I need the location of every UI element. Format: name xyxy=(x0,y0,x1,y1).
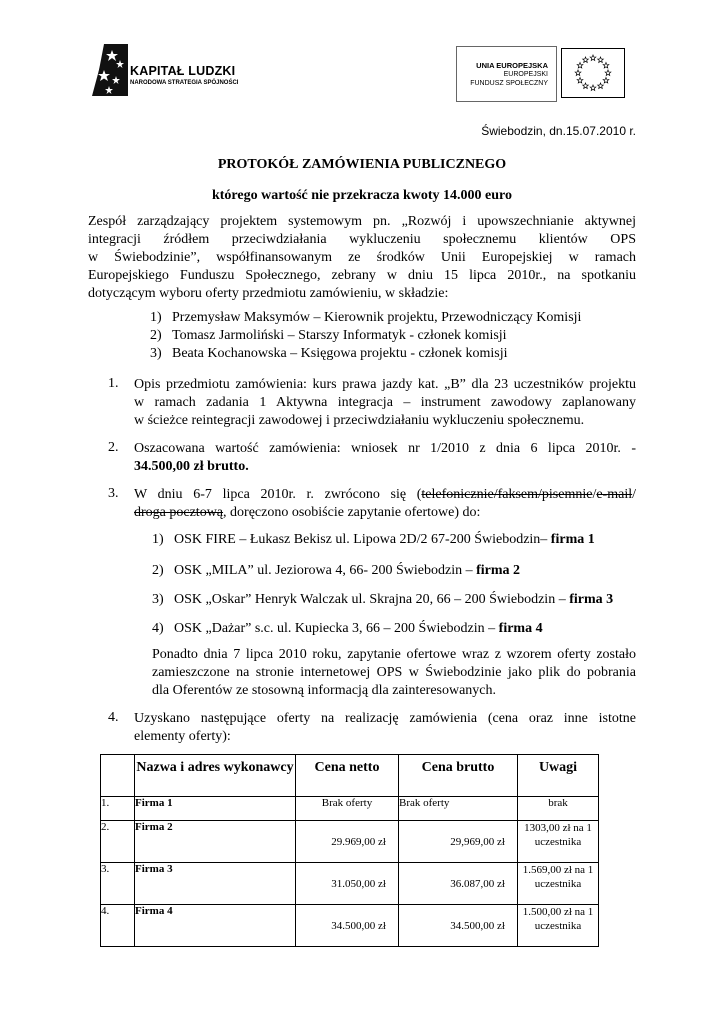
eu-star-icon xyxy=(577,63,583,68)
kapital-ludzki-emblem-icon xyxy=(90,42,130,98)
eu-star-icon xyxy=(603,63,609,68)
eu-star-icon xyxy=(605,70,611,75)
eu-star-icon xyxy=(603,78,609,83)
header-uwagi: Uwagi xyxy=(518,755,599,797)
table-row: 1. Firma 1 Brak oferty Brak oferty brak xyxy=(101,797,599,821)
eu-star-icon xyxy=(583,57,589,62)
document-title: PROTOKÓŁ ZAMÓWIENIA PUBLICZNEGO xyxy=(217,157,507,172)
table-row: 2. Firma 2 29.969,00 zł 29,969,00 zł 1303,00 zł na 1 uczestnika xyxy=(101,821,599,863)
intro-line: integracji źródłem przeciwdziałania wykluczeniu społecznemu klientów OPS xyxy=(88,232,636,247)
intro-line: dotyczącym wyboru oferty przedmiotu zamówieniu, w składzie: xyxy=(88,286,449,301)
section-1-text: Opis przedmiotu zamówienia: kurs prawa jazdy kat. „B” dla 23 uczestników projektu w ramach zadania 1 Aktywna integracja – instrument zawodowy zaplanowany w ścieżce reintegracji zawodowej i przeciwdziałaniu wykluczeniu społecznemu. xyxy=(134,377,636,428)
document-date: Świebodzin, dn.15.07.2010 r. xyxy=(481,124,636,138)
list-item: 3) Beata Kochanowska – Księgowa projektu - członek komisji xyxy=(150,346,508,361)
eu-star-icon xyxy=(598,83,604,88)
section-3-number: 3. xyxy=(108,486,119,501)
table-row: 3. Firma 3 31.050,00 zł 36.087,00 zł 1.569,00 zł na 1 uczestnika xyxy=(101,863,599,905)
header-netto: Cena netto xyxy=(296,755,399,797)
list-item: 2) OSK „MILA” ul. Jeziorowa 4, 66- 200 Świebodzin – firma 2 xyxy=(152,563,521,578)
eu-star-icon xyxy=(583,83,589,88)
section-4-number: 4. xyxy=(108,710,119,725)
list-item: 1) OSK FIRE – Łukasz Bekisz ul. Lipowa 2D/2 67-200 Świebodzin– firma 1 xyxy=(152,532,595,547)
committee-members-list xyxy=(150,309,581,363)
list-item: 4) OSK „Dażar” s.c. ul. Kupiecka 3, 66 – 200 Świebodzin – firma 4 xyxy=(152,621,543,636)
eu-star-icon xyxy=(575,70,581,75)
eu-star-icon xyxy=(590,55,596,60)
table-row: 4. Firma 4 34.500,00 zł 34.500,00 zł 1.500,00 zł na 1 uczestnika xyxy=(101,905,599,947)
eu-text-box xyxy=(456,46,557,102)
list-item: 3) OSK „Oskar” Henryk Walczak ul. Skrajna 20, 66 – 200 Świebodzin – firma 3 xyxy=(152,592,614,607)
offers-table xyxy=(100,754,599,947)
section-2-number: 2. xyxy=(108,440,119,455)
header-lp xyxy=(101,755,135,797)
document-subtitle: którego wartość nie przekracza kwoty 14.000 euro xyxy=(211,188,513,203)
header-name: Nazwa i adres wykonawcy xyxy=(135,755,296,797)
kapital-ludzki-subtitle: NARODOWA STRATEGIA SPÓJNOŚCI xyxy=(130,80,239,86)
section-3-text: W dniu 6-7 lipca 2010r. r. zwrócono się (telefonicznie/faksem/pisemnie/e-mail/ droga pocztową, doręczono osobiście zapytanie ofertowe) do: xyxy=(134,487,636,520)
intro-line: w Świebodzinie”, współfinansowanym ze środków Unii Europejskiej w ramach xyxy=(88,250,636,265)
eu-line3: FUNDUSZ SPOŁECZNY xyxy=(470,80,548,87)
section-2-text: Oszacowana wartość zamówienia: wniosek nr 1/2010 z dnia 6 lipca 2010r. - 34.500,00 zł brutto. xyxy=(134,441,636,474)
eu-logo xyxy=(456,46,634,102)
header-brutto: Cena brutto xyxy=(399,755,518,797)
eu-star-icon xyxy=(598,57,604,62)
intro-line: Europejskiego Funduszu Społecznego, zebrany w dniu 15 lipca 2010r., na spotkaniu xyxy=(88,268,636,283)
intro-line: Zespół zarządzający projektem systemowym pn. „Rozwój i upowszechnianie aktywnej xyxy=(88,214,636,229)
list-item: 2) Tomasz Jarmoliński – Starszy Informatyk - członek komisji xyxy=(150,328,507,343)
table-header-row xyxy=(101,755,599,797)
eu-flag-icon xyxy=(561,48,625,98)
section-3-note: Ponadto dnia 7 lipca 2010 roku, zapytanie ofertowe wraz z wzorem oferty zostało zamieszczone na stronie internetowej OPS w Świebodzinie jako plik do pobrania dla Oferentów ze stosowną informacją dla zainteresowanych. xyxy=(152,647,636,698)
eu-line2: EUROPEJSKI xyxy=(503,71,548,78)
eu-line1: UNIA EUROPEJSKA xyxy=(476,61,548,70)
kapital-ludzki-logo xyxy=(90,42,250,98)
kapital-ludzki-title: KAPITAŁ LUDZKI xyxy=(130,64,236,78)
list-item: 1) Przemysław Maksymów – Kierownik projektu, Przewodniczący Komisji xyxy=(150,310,582,325)
intro-paragraph xyxy=(88,213,636,303)
section-4-text: Uzyskano następujące oferty na realizację zamówienia (cena oraz inne istotne elementy oferty): xyxy=(134,711,636,744)
eu-star-icon xyxy=(577,78,583,83)
section-1-number: 1. xyxy=(108,376,119,391)
eu-star-icon xyxy=(590,85,596,90)
